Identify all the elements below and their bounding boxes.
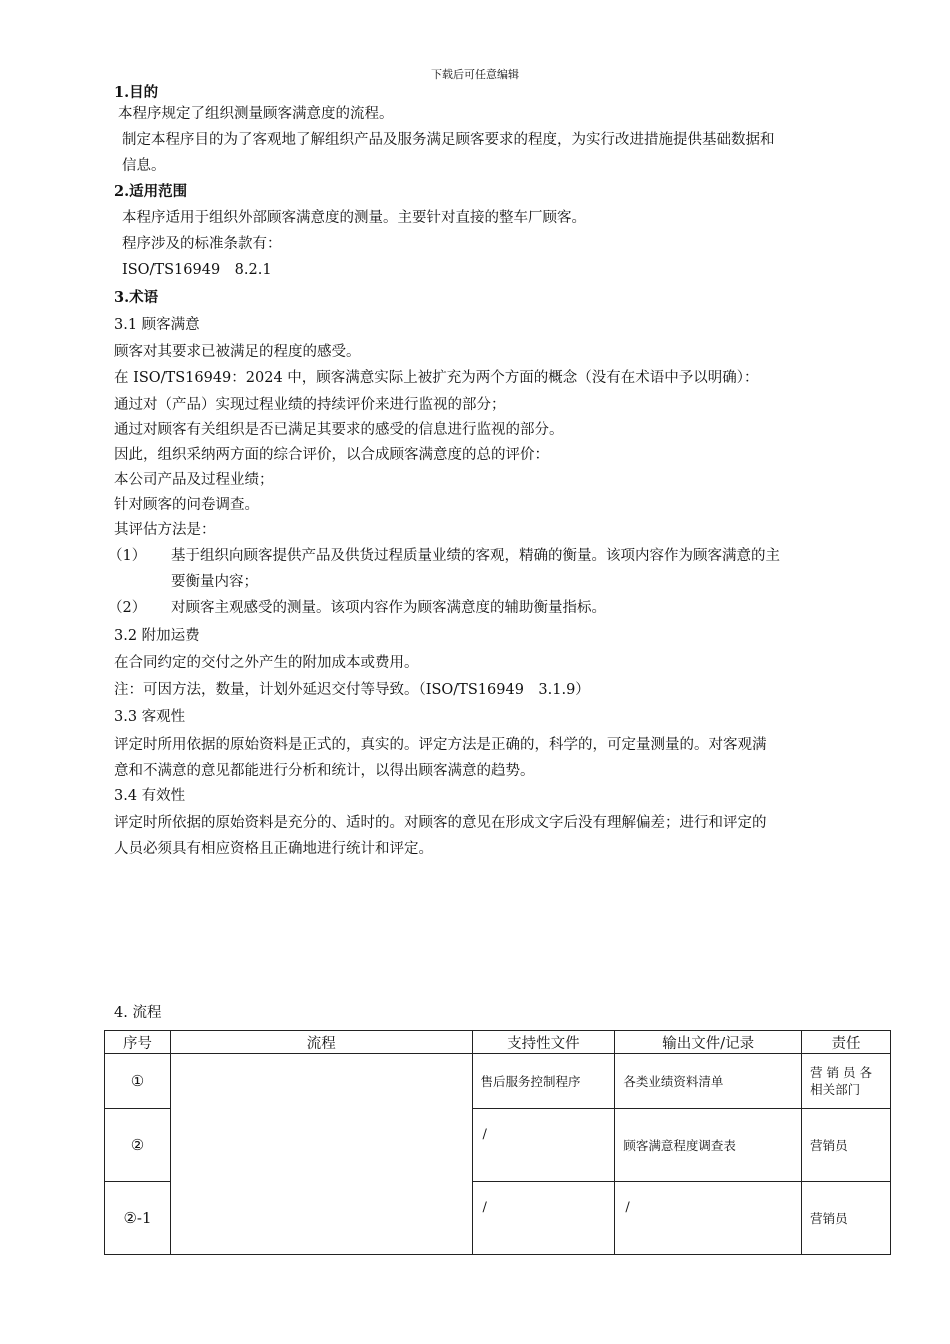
output-record: 顾客满意程度调查表 (615, 1109, 802, 1182)
subsection-3-2-title: 3.2 附加运费 (114, 628, 200, 644)
section-2-paragraph: ISO/TS16949 8.2.1 (122, 262, 272, 278)
section-3-title: 3.术语 (114, 289, 159, 306)
table-row (105, 1054, 891, 1109)
paragraph: 评定时所用依据的原始资料是正式的，真实的。评定方法是正确的，科学的，可定量测量的。对客观满 (114, 737, 767, 753)
output-record: 各类业绩资料清单 (615, 1054, 802, 1109)
responsibility: 营 销 员 各相关部门 (802, 1054, 891, 1109)
paragraph: 因此，组织采纳两方面的综合评价，以合成顾客满意度的总的评价： (114, 447, 549, 463)
section-1-paragraph: 制定本程序目的为了客观地了解组织产品及服务满足顾客要求的程度，为实行改进措施提供基础数据和 (122, 132, 775, 148)
support-document: 售后服务控制程序 (472, 1054, 615, 1109)
column-header: 序号 (105, 1031, 171, 1054)
section-1-paragraph: 本程序规定了组织测量顾客满意度的流程。 (118, 106, 394, 122)
paragraph: 本公司产品及过程业绩； (114, 472, 274, 488)
paragraph: 注：可因方法，数量，计划外延迟交付等导致。（ISO/TS16949 3.1.9） (114, 682, 590, 698)
paragraph: 人员必须具有相应资格且正确地进行统计和评定。 (114, 841, 433, 857)
subsection-3-1-title: 3.1 顾客满意 (114, 317, 200, 333)
section-2-paragraph: 程序涉及的标准条款有： (122, 236, 282, 252)
list-item: 对顾客主观感受的测量。该项内容作为顾客满意度的辅助衡量指标。 (171, 600, 606, 616)
paragraph: 意和不满意的意见都能进行分析和统计，以得出顾客满意的趋势。 (114, 763, 535, 779)
list-item-number: （1） (108, 548, 147, 564)
section-1-paragraph: 信息。 (122, 158, 166, 174)
paragraph: 通过对（产品）实现过程业绩的持续评价来进行监视的部分； (114, 397, 506, 413)
paragraph: 在 ISO/TS16949：2024 中，顾客满意实际上被扩充为两个方面的概念（没有在术语中予以明确）： (114, 370, 759, 386)
support-document: / (472, 1109, 615, 1182)
column-header: 流程 (170, 1031, 472, 1054)
list-item-number: （2） (108, 600, 147, 616)
row-number: ① (105, 1054, 171, 1109)
support-document: / (472, 1182, 615, 1255)
output-record: / (615, 1182, 802, 1255)
paragraph: 顾客对其要求已被满足的程度的感受。 (114, 344, 361, 360)
responsibility: 营销员 (802, 1182, 891, 1255)
column-header: 输出文件/记录 (615, 1031, 802, 1054)
section-1-title: 1.目的 (114, 84, 159, 101)
paragraph: 评定时所依据的原始资料是充分的、适时的。对顾客的意见在形成文字后没有理解偏差；进行和评定的 (114, 815, 767, 831)
process-table (104, 1030, 891, 1255)
section-2-title: 2.适用范围 (114, 183, 188, 200)
paragraph: 其评估方法是： (114, 522, 216, 538)
row-number: ②-1 (105, 1182, 171, 1255)
subsection-3-3-title: 3.3 客观性 (114, 709, 186, 725)
subsection-3-4-title: 3.4 有效性 (114, 788, 186, 804)
responsibility: 营销员 (802, 1109, 891, 1182)
header-note: 下载后可任意编辑 (431, 68, 519, 81)
row-number: ② (105, 1109, 171, 1182)
paragraph: 通过对顾客有关组织是否已满足其要求的感受的信息进行监视的部分。 (114, 422, 564, 438)
column-header: 责任 (802, 1031, 891, 1054)
flow-diagram-cell (170, 1054, 472, 1255)
column-header: 支持性文件 (472, 1031, 615, 1054)
paragraph: 在合同约定的交付之外产生的附加成本或费用。 (114, 655, 419, 671)
paragraph: 针对顾客的问卷调查。 (114, 497, 259, 513)
list-item: 要衡量内容； (171, 574, 258, 590)
section-4-title: 4. 流程 (114, 1005, 162, 1021)
table-header-row (105, 1031, 891, 1054)
section-2-paragraph: 本程序适用于组织外部顾客满意度的测量。主要针对直接的整车厂顾客。 (122, 210, 586, 226)
list-item: 基于组织向顾客提供产品及供货过程质量业绩的客观，精确的衡量。该项内容作为顾客满意的主 (171, 548, 780, 564)
